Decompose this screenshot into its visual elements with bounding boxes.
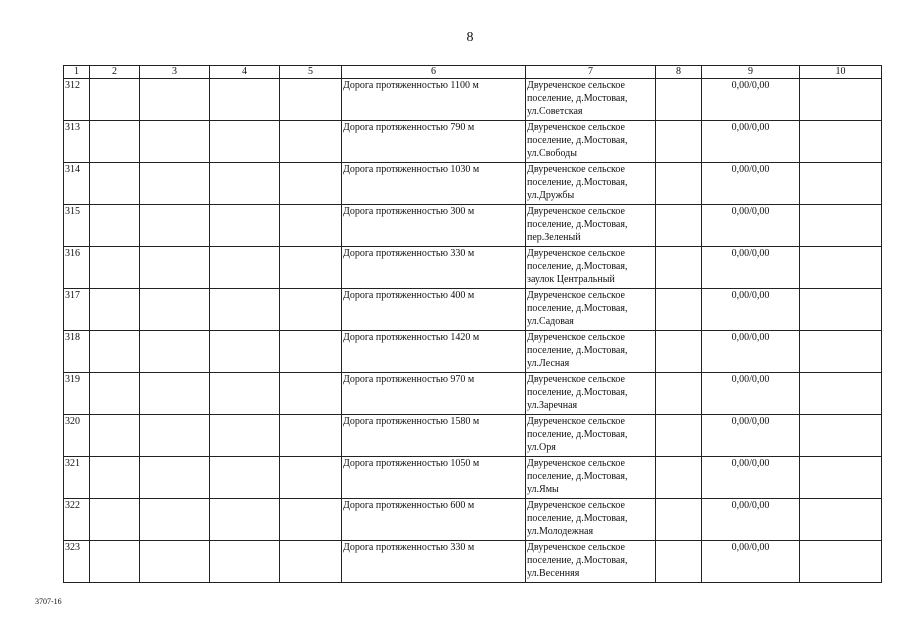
value-cell: 0,00/0,00 bbox=[702, 541, 800, 583]
address-line: поселение, д.Мостовая, bbox=[527, 219, 628, 230]
empty-cell bbox=[210, 457, 280, 499]
row-number-cell: 318 bbox=[64, 331, 90, 373]
empty-cell bbox=[656, 457, 702, 499]
address-line: поселение, д.Мостовая, bbox=[527, 471, 628, 482]
address-line: Двуреченское сельское bbox=[527, 500, 625, 511]
value-cell: 0,00/0,00 bbox=[702, 289, 800, 331]
empty-cell bbox=[210, 79, 280, 121]
empty-cell bbox=[280, 457, 342, 499]
empty-cell bbox=[280, 331, 342, 373]
empty-cell bbox=[280, 163, 342, 205]
address-line: ул.Свободы bbox=[527, 148, 577, 159]
address-line: Двуреченское сельское bbox=[527, 542, 625, 553]
value-cell: 0,00/0,00 bbox=[702, 247, 800, 289]
empty-cell bbox=[800, 121, 882, 163]
row-number-cell: 313 bbox=[64, 121, 90, 163]
address-line: ул.Дружбы bbox=[527, 190, 575, 201]
object-name-cell: Дорога протяженностью 330 м bbox=[342, 541, 526, 583]
empty-cell bbox=[210, 499, 280, 541]
address-cell bbox=[526, 163, 656, 205]
empty-cell bbox=[656, 373, 702, 415]
empty-cell bbox=[90, 499, 140, 541]
empty-cell bbox=[210, 541, 280, 583]
column-header: 8 bbox=[656, 66, 702, 79]
value-cell: 0,00/0,00 bbox=[702, 415, 800, 457]
address-line: пер.Зеленый bbox=[527, 232, 581, 243]
empty-cell bbox=[800, 79, 882, 121]
empty-cell bbox=[656, 205, 702, 247]
object-name-cell: Дорога протяженностью 330 м bbox=[342, 247, 526, 289]
empty-cell bbox=[800, 289, 882, 331]
address-line: ул.Лесная bbox=[527, 358, 570, 369]
address-line: поселение, д.Мостовая, bbox=[527, 555, 628, 566]
address-line: Двуреченское сельское bbox=[527, 122, 625, 133]
column-header: 4 bbox=[210, 66, 280, 79]
table-row bbox=[64, 331, 882, 373]
address-cell bbox=[526, 121, 656, 163]
object-name-cell: Дорога протяженностью 970 м bbox=[342, 373, 526, 415]
address-line: ул.Советская bbox=[527, 106, 583, 117]
row-number-cell: 320 bbox=[64, 415, 90, 457]
empty-cell bbox=[140, 331, 210, 373]
row-number-cell: 321 bbox=[64, 457, 90, 499]
column-header: 7 bbox=[526, 66, 656, 79]
empty-cell bbox=[210, 331, 280, 373]
table-row bbox=[64, 121, 882, 163]
empty-cell bbox=[800, 331, 882, 373]
address-line: Двуреченское сельское bbox=[527, 332, 625, 343]
value-cell: 0,00/0,00 bbox=[702, 499, 800, 541]
empty-cell bbox=[140, 79, 210, 121]
address-line: Двуреченское сельское bbox=[527, 458, 625, 469]
table-row bbox=[64, 163, 882, 205]
empty-cell bbox=[90, 121, 140, 163]
address-line: Двуреченское сельское bbox=[527, 206, 625, 217]
address-line: ул.Оря bbox=[527, 442, 556, 453]
address-cell bbox=[526, 79, 656, 121]
table-row bbox=[64, 415, 882, 457]
table-row bbox=[64, 541, 882, 583]
address-cell bbox=[526, 247, 656, 289]
empty-cell bbox=[800, 373, 882, 415]
row-number-cell: 315 bbox=[64, 205, 90, 247]
column-header: 2 bbox=[90, 66, 140, 79]
empty-cell bbox=[656, 121, 702, 163]
empty-cell bbox=[140, 289, 210, 331]
address-cell bbox=[526, 331, 656, 373]
address-line: Двуреченское сельское bbox=[527, 80, 625, 91]
address-cell bbox=[526, 205, 656, 247]
address-line: ул.Молодежная bbox=[527, 526, 594, 537]
empty-cell bbox=[140, 457, 210, 499]
address-line: Двуреченское сельское bbox=[527, 248, 625, 259]
empty-cell bbox=[280, 247, 342, 289]
column-header: 1 bbox=[64, 66, 90, 79]
empty-cell bbox=[90, 289, 140, 331]
value-cell: 0,00/0,00 bbox=[702, 79, 800, 121]
object-name-cell: Дорога протяженностью 1050 м bbox=[342, 457, 526, 499]
table-row bbox=[64, 457, 882, 499]
empty-cell bbox=[90, 541, 140, 583]
empty-cell bbox=[210, 289, 280, 331]
empty-cell bbox=[800, 499, 882, 541]
empty-cell bbox=[800, 247, 882, 289]
row-number-cell: 322 bbox=[64, 499, 90, 541]
column-header: 3 bbox=[140, 66, 210, 79]
empty-cell bbox=[90, 163, 140, 205]
address-line: ул.Весенняя bbox=[527, 568, 580, 579]
empty-cell bbox=[800, 205, 882, 247]
column-header: 6 bbox=[342, 66, 526, 79]
address-line: поселение, д.Мостовая, bbox=[527, 303, 628, 314]
address-line: поселение, д.Мостовая, bbox=[527, 261, 628, 272]
empty-cell bbox=[800, 541, 882, 583]
address-line: поселение, д.Мостовая, bbox=[527, 93, 628, 104]
empty-cell bbox=[140, 205, 210, 247]
row-number-cell: 312 bbox=[64, 79, 90, 121]
empty-cell bbox=[656, 79, 702, 121]
empty-cell bbox=[210, 205, 280, 247]
address-cell bbox=[526, 415, 656, 457]
address-line: поселение, д.Мостовая, bbox=[527, 387, 628, 398]
empty-cell bbox=[800, 415, 882, 457]
value-cell: 0,00/0,00 bbox=[702, 121, 800, 163]
table-row bbox=[64, 373, 882, 415]
value-cell: 0,00/0,00 bbox=[702, 205, 800, 247]
address-line: ул.Заречная bbox=[527, 400, 578, 411]
address-cell bbox=[526, 499, 656, 541]
object-name-cell: Дорога протяженностью 300 м bbox=[342, 205, 526, 247]
column-header: 10 bbox=[800, 66, 882, 79]
object-name-cell: Дорога протяженностью 600 м bbox=[342, 499, 526, 541]
empty-cell bbox=[90, 457, 140, 499]
address-line: Двуреченское сельское bbox=[527, 416, 625, 427]
empty-cell bbox=[210, 247, 280, 289]
object-name-cell: Дорога протяженностью 1580 м bbox=[342, 415, 526, 457]
empty-cell bbox=[210, 373, 280, 415]
registry-table bbox=[63, 65, 882, 583]
address-line: ул.Ямы bbox=[527, 484, 559, 495]
address-cell bbox=[526, 541, 656, 583]
empty-cell bbox=[90, 415, 140, 457]
address-line: поселение, д.Мостовая, bbox=[527, 177, 628, 188]
row-number-cell: 319 bbox=[64, 373, 90, 415]
row-number-cell: 316 bbox=[64, 247, 90, 289]
page-number: 8 bbox=[466, 30, 474, 45]
row-number-cell: 323 bbox=[64, 541, 90, 583]
empty-cell bbox=[140, 499, 210, 541]
empty-cell bbox=[140, 163, 210, 205]
empty-cell bbox=[280, 205, 342, 247]
empty-cell bbox=[280, 499, 342, 541]
document-code: 3707-16 bbox=[35, 597, 62, 606]
empty-cell bbox=[140, 541, 210, 583]
row-number-cell: 314 bbox=[64, 163, 90, 205]
empty-cell bbox=[656, 247, 702, 289]
empty-cell bbox=[90, 373, 140, 415]
address-cell bbox=[526, 457, 656, 499]
empty-cell bbox=[90, 79, 140, 121]
header-row bbox=[64, 66, 882, 79]
value-cell: 0,00/0,00 bbox=[702, 373, 800, 415]
empty-cell bbox=[90, 331, 140, 373]
empty-cell bbox=[280, 289, 342, 331]
empty-cell bbox=[656, 163, 702, 205]
empty-cell bbox=[210, 163, 280, 205]
address-line: заулок Центральный bbox=[527, 274, 615, 285]
empty-cell bbox=[140, 247, 210, 289]
empty-cell bbox=[800, 163, 882, 205]
table-row bbox=[64, 289, 882, 331]
empty-cell bbox=[210, 415, 280, 457]
empty-cell bbox=[656, 499, 702, 541]
value-cell: 0,00/0,00 bbox=[702, 163, 800, 205]
object-name-cell: Дорога протяженностью 790 м bbox=[342, 121, 526, 163]
empty-cell bbox=[210, 121, 280, 163]
address-cell bbox=[526, 373, 656, 415]
table-row bbox=[64, 205, 882, 247]
address-line: поселение, д.Мостовая, bbox=[527, 429, 628, 440]
table-row bbox=[64, 79, 882, 121]
empty-cell bbox=[90, 247, 140, 289]
empty-cell bbox=[140, 373, 210, 415]
object-name-cell: Дорога протяженностью 1420 м bbox=[342, 331, 526, 373]
empty-cell bbox=[656, 541, 702, 583]
empty-cell bbox=[280, 415, 342, 457]
address-line: поселение, д.Мостовая, bbox=[527, 513, 628, 524]
address-line: Двуреченское сельское bbox=[527, 164, 625, 175]
column-header: 5 bbox=[280, 66, 342, 79]
address-line: ул.Садовая bbox=[527, 316, 574, 327]
table-row bbox=[64, 247, 882, 289]
value-cell: 0,00/0,00 bbox=[702, 457, 800, 499]
address-line: поселение, д.Мостовая, bbox=[527, 135, 628, 146]
address-line: Двуреченское сельское bbox=[527, 290, 625, 301]
table-row bbox=[64, 499, 882, 541]
empty-cell bbox=[656, 415, 702, 457]
row-number-cell: 317 bbox=[64, 289, 90, 331]
empty-cell bbox=[656, 331, 702, 373]
object-name-cell: Дорога протяженностью 1030 м bbox=[342, 163, 526, 205]
empty-cell bbox=[140, 415, 210, 457]
address-cell bbox=[526, 289, 656, 331]
empty-cell bbox=[800, 457, 882, 499]
address-line: Двуреченское сельское bbox=[527, 374, 625, 385]
empty-cell bbox=[280, 373, 342, 415]
column-header: 9 bbox=[702, 66, 800, 79]
empty-cell bbox=[90, 205, 140, 247]
empty-cell bbox=[140, 121, 210, 163]
empty-cell bbox=[280, 541, 342, 583]
object-name-cell: Дорога протяженностью 400 м bbox=[342, 289, 526, 331]
empty-cell bbox=[656, 289, 702, 331]
value-cell: 0,00/0,00 bbox=[702, 331, 800, 373]
address-line: поселение, д.Мостовая, bbox=[527, 345, 628, 356]
empty-cell bbox=[280, 121, 342, 163]
empty-cell bbox=[280, 79, 342, 121]
object-name-cell: Дорога протяженностью 1100 м bbox=[342, 79, 526, 121]
table-body bbox=[64, 66, 882, 583]
